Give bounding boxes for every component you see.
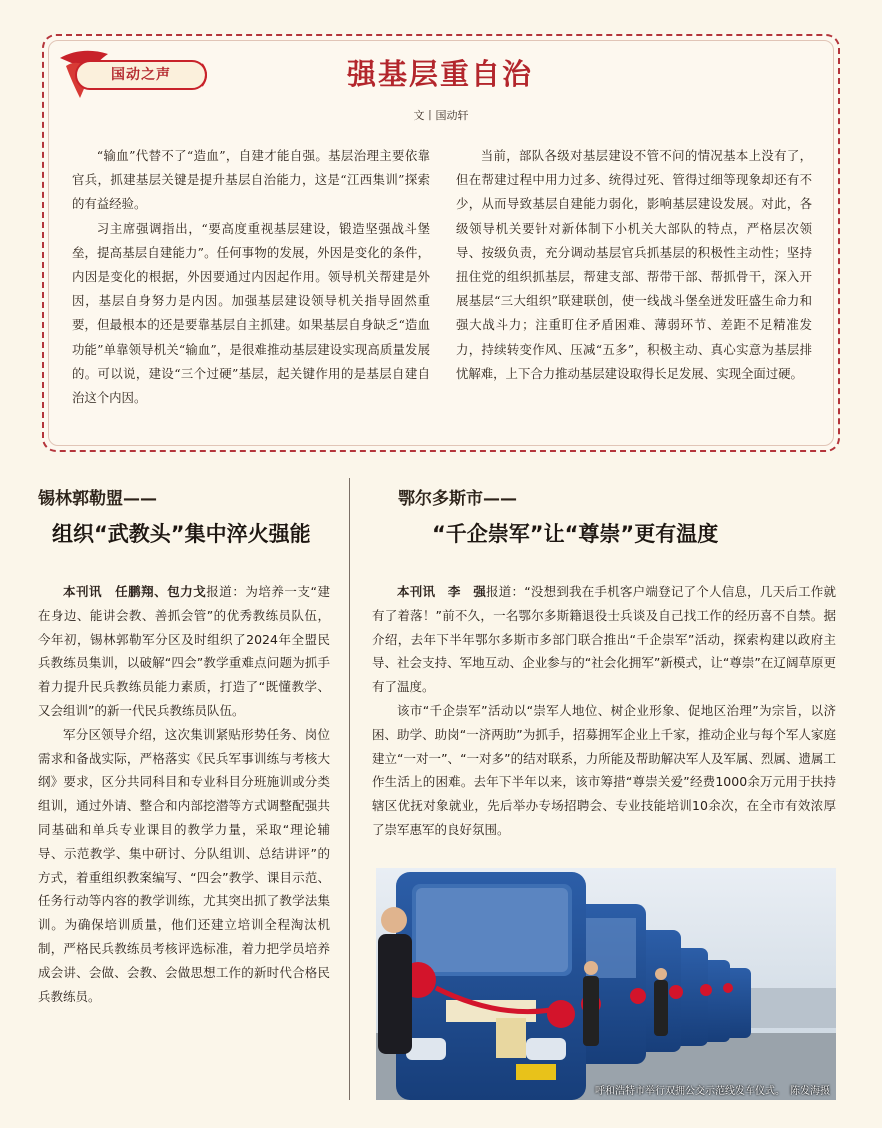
paragraph: 本刊讯 任鹏翔、包力戈报道：为培养一支“建在身边、能讲会教、善抓会管”的优秀教练员队伍，今年初，锡林郭勒军分区及时组织了2024年全盟民兵教练员集训，以破解“四会”教学重难点问题为抓手着力提升民兵教练员能力素质，打造了“既懂教学、又会组训”的新一代民兵教练员队伍。	[38, 584, 330, 718]
right-article-kicker: 鄂尔多斯市——	[398, 489, 517, 509]
right-article-title: “千企崇军”让“尊崇”更有温度	[432, 522, 719, 546]
feature-title: 强基层重自治	[346, 57, 533, 91]
left-article-kicker: 锡林郭勒盟——	[38, 489, 157, 509]
feature-byline: 文丨国动轩	[413, 109, 469, 122]
paragraph: 习主席强调指出，“要高度重视基层建设，锻造坚强战斗堡垒，提高基层自建能力”。任何事物的发展，外因是变化的条件，内因是变化的根据，外因要通过内因起作用。领导机关帮建是外因，基层自身努力是内因。加强基层建设领导机关指导固然重要，但最根本的还是要靠基层自主抓建。如果基层自身缺乏“造血功能”单靠领导机关“输血”，是很难推动基层建设实现高质量发展的。可以说，建设“三个过硬”基层，起关键作用的是基层自建自治这个内因。	[72, 220, 430, 406]
article-byline: 本刊讯 李 强	[397, 584, 487, 599]
left-article-title: 组织“武教头”集中淬火强能	[52, 522, 311, 546]
left-article-body	[38, 580, 330, 1008]
photo-caption: 呼和浩特市举行双拥公交示范线发车仪式。 陈发海摄	[595, 1086, 830, 1097]
feature-column-right	[456, 144, 812, 386]
news-photo	[376, 868, 836, 1100]
right-article-body	[372, 580, 836, 842]
bus-ceremony-image	[376, 868, 836, 1100]
badge-label: 国动之声	[111, 67, 171, 83]
paragraph: “输血”代替不了“造血”，自建才能自强。基层治理主要依靠官兵，抓建基层关键是提升基层自治能力，这是“江西集训”探索的有益经验。	[72, 148, 430, 212]
column-divider	[349, 478, 350, 1100]
paragraph: 当前，部队各级对基层建设不管不问的情况基本上没有了，但在帮建过程中用力过多、统得过死、管得过细等现象却还有不少，从而导致基层自建能力弱化，影响基层建设发展。对此，各级领导机关要针对新体制下小机关大部队的特点，严格层次领导、按级负责，充分调动基层官兵抓基层的积极性主动性；坚持扭住党的组织抓基层，帮建支部、帮带干部、帮抓骨干，深入开展基层“三大组织”联建联创，使一线战斗堡垒迸发旺盛生命力和强大战斗力；注重盯住矛盾困难、薄弱环节、差距不足精准发力，持续转变作风、压减“五多”，积极主动、真心实意为基层排忧解难，上下合力推动基层建设取得长足发展、实现全面过硬。	[456, 148, 812, 381]
paragraph: 本刊讯 李 强报道：“没想到我在手机客户端登记了个人信息，几天后工作就有了着落！”前不久，一名鄂尔多斯籍退役士兵谈及自己找工作的经历喜不自禁。据介绍，去年下半年鄂尔多斯市多部门联合推出“千企崇军”活动，探索构建以政府主导、社会支持、军地互动、企业参与的“社会化拥军”新模式，让“尊崇”在辽阔草原更有了温度。	[372, 584, 836, 695]
paragraph: 该市“千企崇军”活动以“崇军人地位、树企业形象、促地区治理”为宗旨，以济困、助学、助岗“一济两助”为抓手，招募拥军企业上千家，推动企业与每个军人家庭建立“一对一”、“一对多”的结对联系，力所能及帮助解决军人及军属、烈属、遗属工作生活上的困难。去年下半年以来，该市筹措“尊崇关爱”经费1000余万元用于扶持辖区优抚对象就业，先后举办专场招聘会、专业技能培训10余次，在全市有效浓厚了崇军惠军的良好氛围。	[372, 702, 836, 837]
paragraph: 军分区领导介绍，这次集训紧贴形势任务、岗位需求和备战实际，严格落实《民兵军事训练与考核大纲》要求，区分共同科目和专业科目分班施训或分类组训，通过外请、整合和内部挖潜等方式调整配强共同基础和单兵专业课目的教学力量，采取“理论辅导、示范教学、集中研讨、分队组训、总结讲评”的方式，着重组织教案编写、“四会”教学、课目示范、任务行动等内容的教学训练，尤其突出抓了教学法集训。为确保培训质量，他们还建立培训全程淘汰机制，严格民兵教练员考核评选标准，着力把学员培养成会讲、会做、会教、会做思想工作的新时代合格民兵教练员。	[38, 726, 330, 1004]
feature-column-left	[72, 144, 430, 410]
column-badge	[52, 44, 212, 104]
article-byline: 本刊讯 任鹏翔、包力戈	[63, 584, 207, 599]
